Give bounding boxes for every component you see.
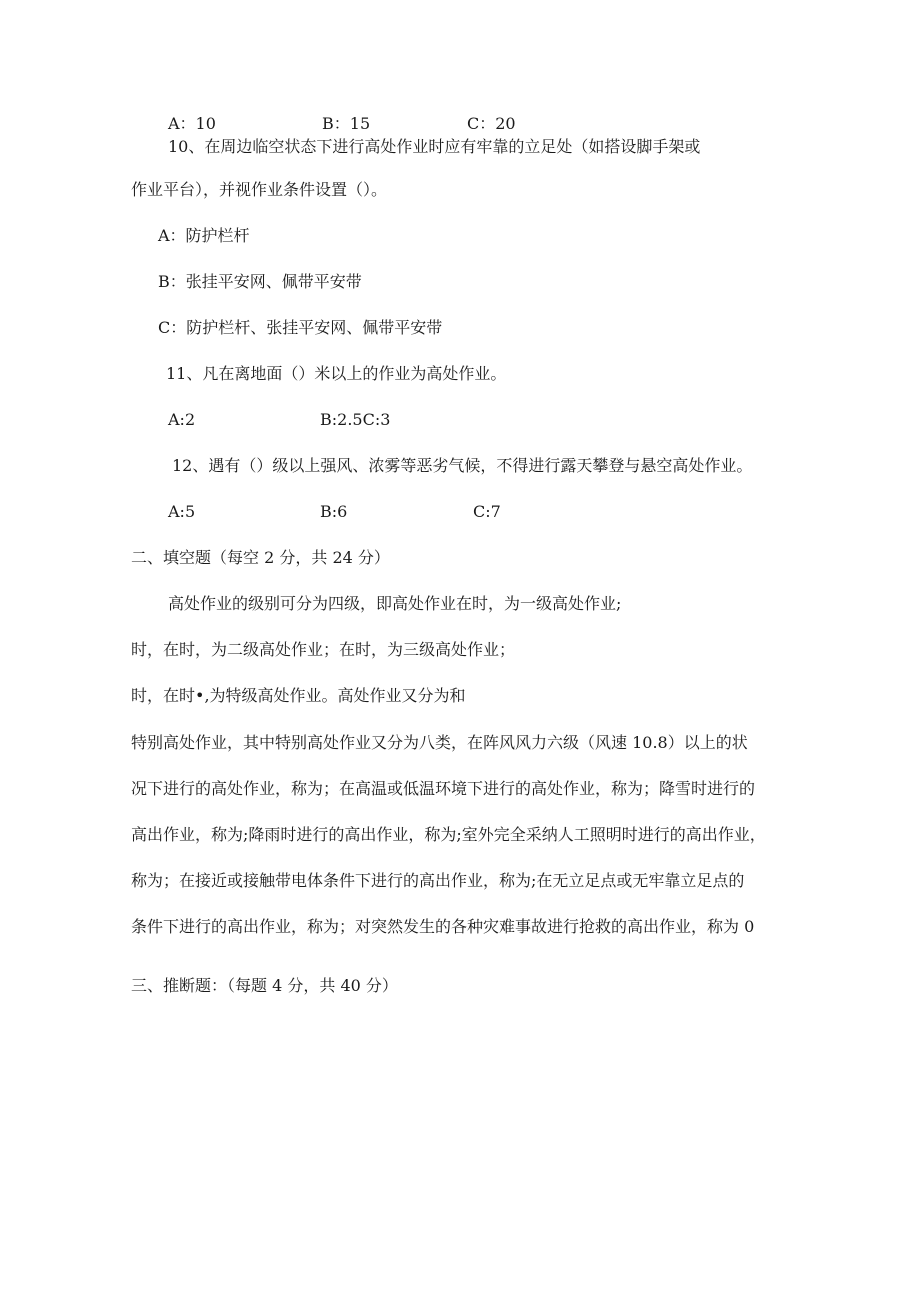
q10-text-line2: 作业平台），并视作业条件设置（）。 [131, 180, 388, 199]
section3-heading: 三、推断题：（每题 4 分，共 40 分） [131, 976, 398, 995]
q11-option-a: A:2 [168, 410, 196, 429]
section2-line-4: 特别高处作业，其中特别高处作业又分为八类，在阵风风力六级（风速 10.8）以上的状 [131, 733, 748, 752]
section2-line-6: 高出作业，称为;降雨时进行的高出作业，称为;室外完全采纳人工照明时进行的高出作业， [131, 825, 766, 844]
section2-line-1: 高处作业的级别可分为四级，即高处作业在时，为一级高处作业; [168, 594, 622, 613]
q9-option-c: C：20 [467, 114, 516, 133]
q10-option-b: B：张挂平安网、佩带平安带 [158, 272, 362, 291]
q12-option-c: C:7 [473, 502, 501, 521]
q10-option-a: A：防护栏杆 [158, 226, 250, 245]
section2-line-7: 称为；在接近或接触带电体条件下进行的高出作业，称为;在无立足点或无牢靠立足点的 [131, 871, 745, 890]
section2-line-3: 时，在时•,为特级高处作业。高处作业又分为和 [131, 686, 466, 705]
section2-line-5: 况下进行的高处作业，称为；在高温或低温环境下进行的高处作业，称为；降雪时进行的 [131, 779, 756, 798]
section2-heading: 二、填空题（每空 2 分，共 24 分） [131, 548, 390, 567]
q9-option-b: B：15 [322, 114, 371, 133]
q11-option-bc: B:2.5C:3 [320, 410, 391, 429]
q12-text: 12、遇有（）级以上强风、浓雾等恶劣气候，不得进行露天攀登与悬空高处作业。 [172, 456, 753, 475]
q10-option-c: C：防护栏杆、张挂平安网、佩带平安带 [158, 318, 443, 337]
section2-line-2: 时，在时，为二级高处作业；在时，为三级高处作业； [131, 640, 516, 659]
q12-option-a: A:5 [168, 502, 196, 521]
q9-option-a: A：10 [168, 114, 216, 133]
q12-option-b: B:6 [320, 502, 348, 521]
section2-line-8: 条件下进行的高出作业，称为；对突然发生的各种灾难事故进行抢救的高出作业，称为 0 [131, 917, 755, 936]
q10-text-line1: 10、在周边临空状态下进行高处作业时应有牢靠的立足处（如搭设脚手架或 [168, 137, 701, 156]
q11-text: 11、凡在离地面（）米以上的作业为高处作业。 [166, 364, 507, 383]
